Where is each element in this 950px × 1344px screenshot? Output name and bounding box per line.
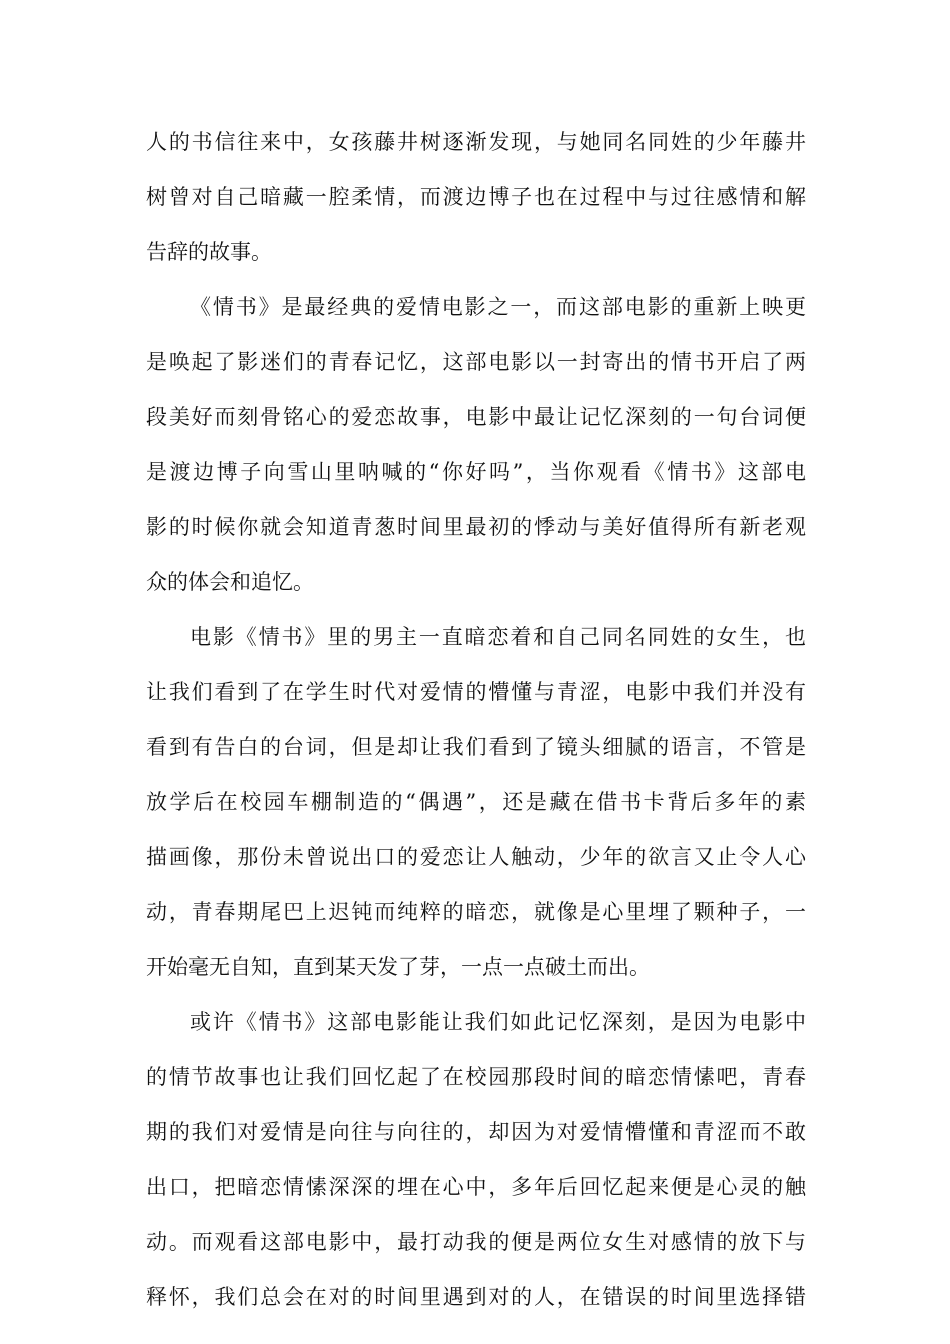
paragraph-line: 或许《情书》这部电影能让我们如此记忆深刻，是因为电影中 bbox=[190, 1010, 806, 1034]
paragraph-line: 放学后在校园车棚制造的“偶遇”，还是藏在借书卡背后多年的素 bbox=[146, 790, 806, 814]
paragraph-line: 《情书》是最经典的爱情电影之一，而这部电影的重新上映更 bbox=[190, 295, 806, 319]
paragraph-line: 是渡边博子向雪山里呐喊的“你好吗”，当你观看《情书》这部电 bbox=[146, 460, 806, 484]
paragraph-line: 看到有告白的台词，但是却让我们看到了镜头细腻的语言，不管是 bbox=[146, 735, 806, 759]
paragraph-line: 是唤起了影迷们的青春记忆，这部电影以一封寄出的情书开启了两 bbox=[146, 350, 806, 374]
paragraph-2 bbox=[146, 293, 806, 596]
paragraph-line: 影的时候你就会知道青葱时间里最初的悸动与美好值得所有新老观 bbox=[146, 515, 806, 539]
paragraph-3 bbox=[146, 623, 806, 981]
paragraph-line: 出口，把暗恋情愫深深的埋在心中，多年后回忆起来便是心灵的触 bbox=[146, 1175, 806, 1199]
paragraph-line: 众的体会和追忆。 bbox=[146, 570, 314, 594]
paragraph-line: 段美好而刻骨铭心的爱恋故事，电影中最让记忆深刻的一句台词便 bbox=[146, 405, 806, 429]
paragraph-line: 动。而观看这部电影中，最打动我的便是两位女生对感情的放下与 bbox=[146, 1230, 806, 1254]
paragraph-line: 释怀，我们总会在对的时间里遇到对的人，在错误的时间里选择错 bbox=[146, 1285, 806, 1309]
paragraph-line: 描画像，那份未曾说出口的爱恋让人触动，少年的欲言又止令人心 bbox=[146, 845, 806, 869]
paragraph-line: 期的我们对爱情是向往与向往的，却因为对爱情懵懂和青涩而不敢 bbox=[146, 1120, 806, 1144]
paragraph-line: 树曾对自己暗藏一腔柔情，而渡边博子也在过程中与过往感情和解 bbox=[146, 185, 806, 209]
paragraph-line: 电影《情书》里的男主一直暗恋着和自己同名同姓的女生，也 bbox=[190, 625, 806, 649]
paragraph-4 bbox=[146, 1008, 806, 1311]
paragraph-line: 动，青春期尾巴上迟钝而纯粹的暗恋，就像是心里埋了颗种子，一 bbox=[146, 900, 806, 924]
paragraph-line: 人的书信往来中，女孩藤井树逐渐发现，与她同名同姓的少年藤井 bbox=[146, 130, 806, 154]
document-body bbox=[146, 128, 806, 1338]
paragraph-line: 让我们看到了在学生时代对爱情的懵懂与青涩，电影中我们并没有 bbox=[146, 680, 806, 704]
paragraph-line: 告辞的故事。 bbox=[146, 240, 272, 264]
paragraph-1 bbox=[146, 128, 806, 266]
paragraph-line: 开始毫无自知，直到某天发了芽，一点一点破土而出。 bbox=[146, 955, 650, 979]
paragraph-line: 的情节故事也让我们回忆起了在校园那段时间的暗恋情愫吧，青春 bbox=[146, 1065, 806, 1089]
